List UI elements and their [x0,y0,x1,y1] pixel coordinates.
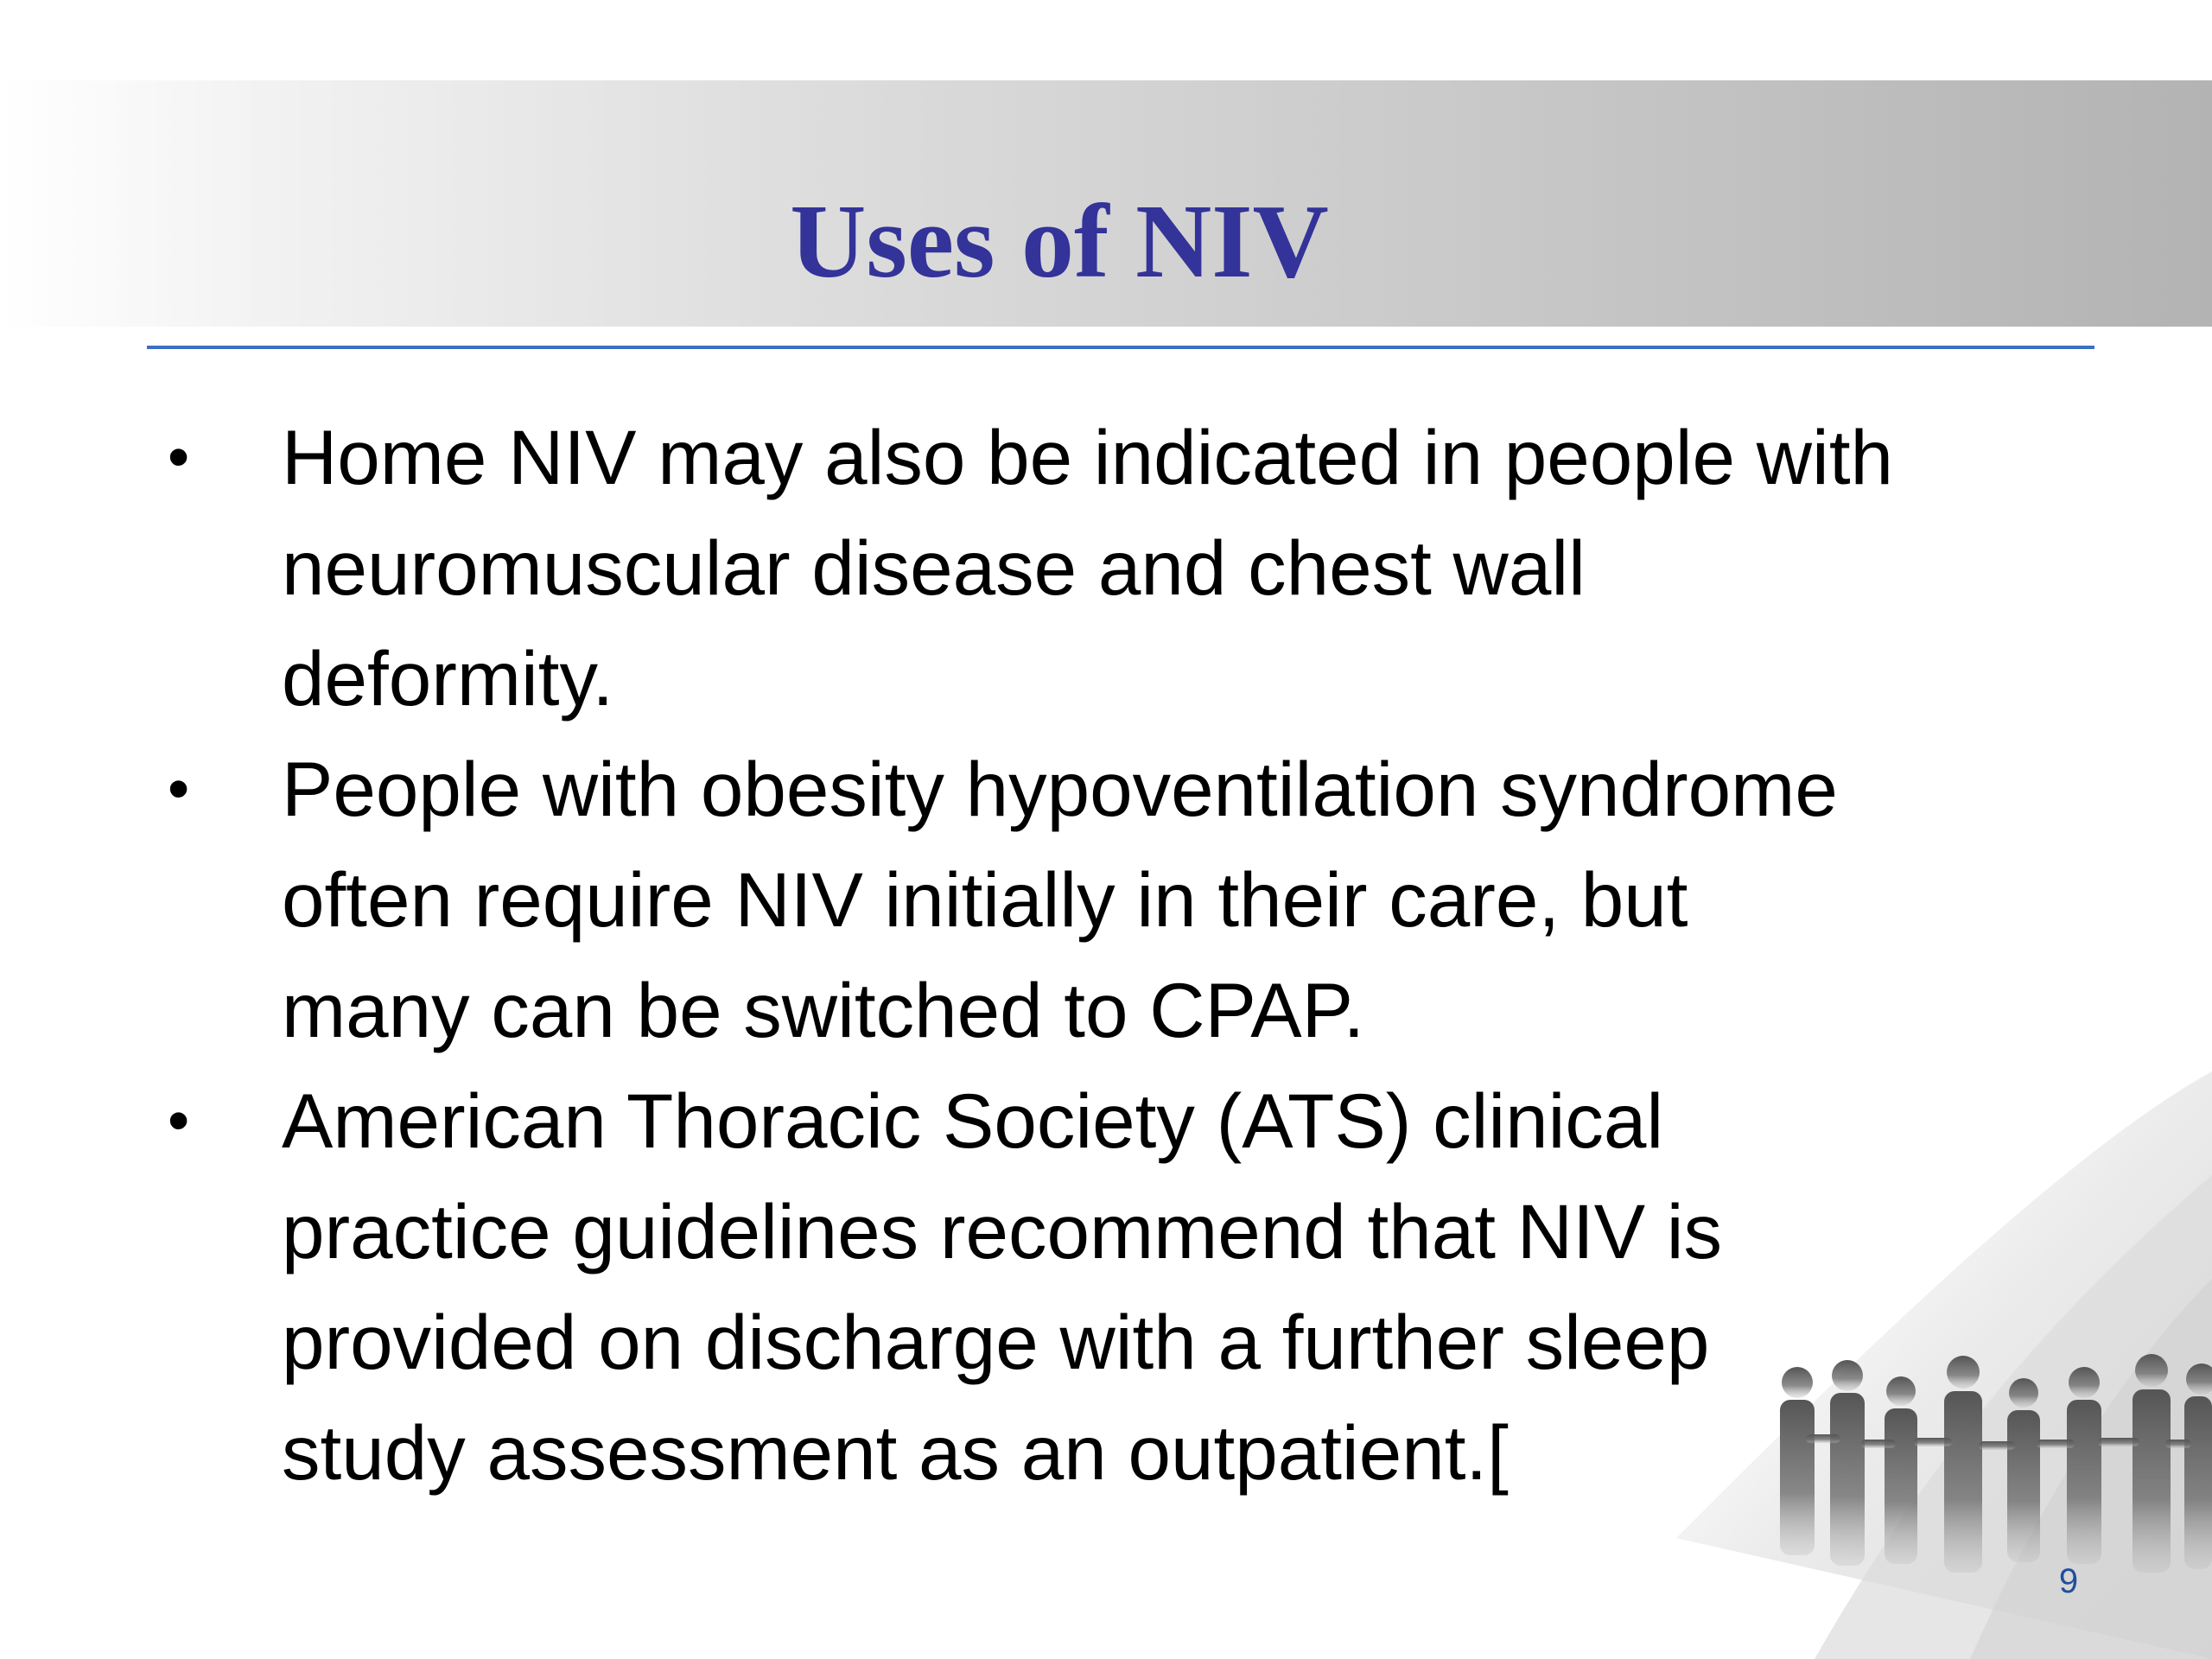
bullet-marker: • [168,1086,190,1155]
bullet-text-line: many can be switched to CPAP. [282,967,1365,1053]
bullet-text-line: study assessment as an outpatient.[ [282,1409,1509,1496]
bullet-item [0,402,2117,734]
bullet-marker: • [168,423,190,492]
slide-title: Uses of NIV [790,183,1329,300]
bullet-text-line: often require NIV initially in their care, but [282,856,1688,943]
bullet-text-line: Home NIV may also be indicated in people with [282,414,1894,500]
title-underline [147,346,2094,349]
bullet-text-line: practice guidelines recommend that NIV is [282,1188,1723,1274]
bullet-text-line: deformity. [282,635,614,721]
bullet-text-line: neuromuscular disease and chest wall [282,524,1586,611]
bullet-item [0,1065,2117,1508]
page-number: 9 [2058,1562,2079,1600]
bullet-item [0,734,2117,1065]
bullet-text-line: American Thoracic Society (ATS) clinical [282,1077,1664,1164]
bullet-marker: • [168,754,190,823]
bullet-text-line: People with obesity hypoventilation syndrome [282,746,1838,832]
bullet-text-line: provided on discharge with a further sleep [282,1299,1710,1385]
bullet-list [0,402,2117,1508]
